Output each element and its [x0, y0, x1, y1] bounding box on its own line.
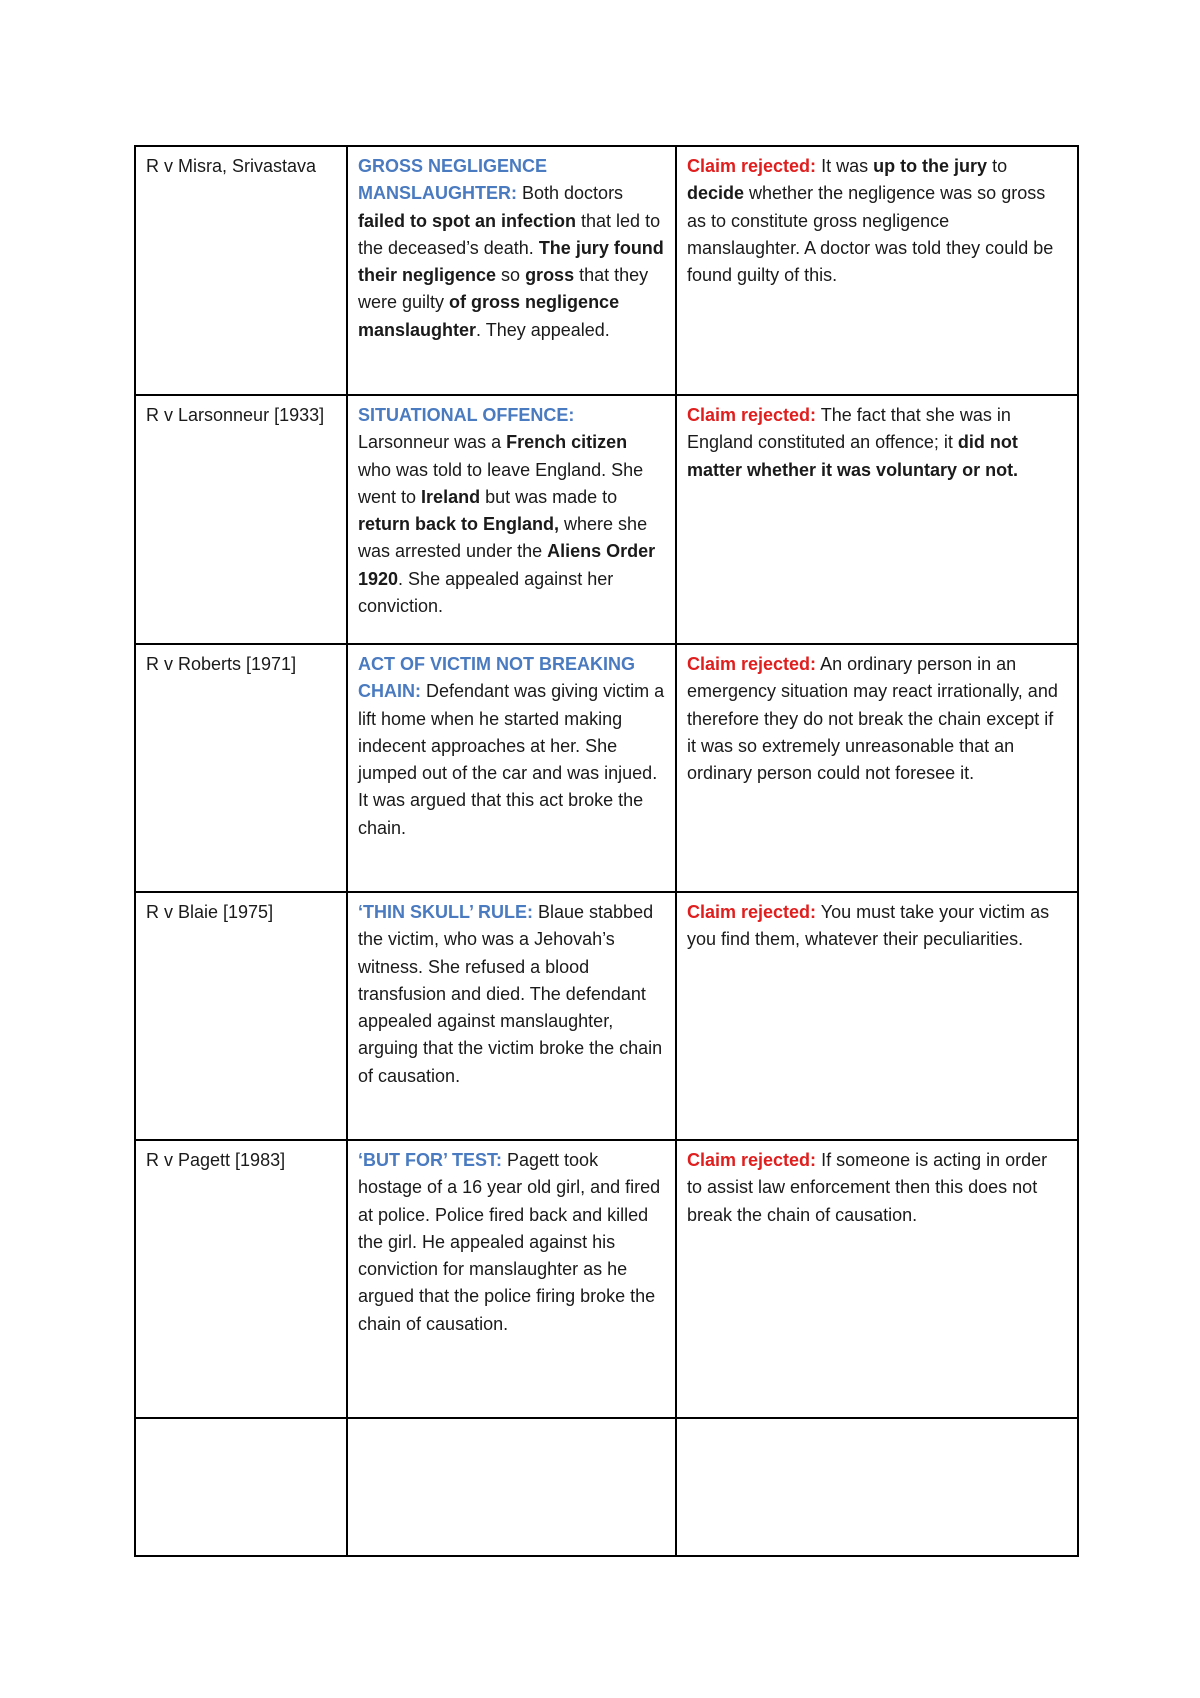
emphasis-text: did not matter whether it was voluntary or not.	[687, 432, 1019, 480]
decision-cell	[676, 1140, 1078, 1418]
table-row	[135, 1140, 1078, 1418]
case-name-cell: R v Pagett [1983]	[135, 1140, 347, 1418]
case-name-cell: R v Misra, Srivastava	[135, 146, 347, 395]
emphasis-text: Aliens Order 1920	[358, 541, 656, 589]
emphasis-text: gross	[525, 265, 575, 286]
facts-cell	[347, 644, 676, 892]
table-row	[135, 892, 1078, 1140]
case-name-cell	[135, 1418, 347, 1556]
facts-cell	[347, 395, 676, 644]
body-text: so	[496, 265, 526, 286]
emphasis-text: up to the jury	[873, 156, 988, 176]
verdict-label: Claim rejected:	[687, 902, 817, 922]
body-text: Defendant was giving victim a lift home when he started making indecent approaches at her. She jumped out of the car and was injued. It was argued that this act broke the chain.	[358, 681, 665, 838]
emphasis-text: The jury found their negligence	[358, 237, 664, 286]
emphasis-text: decide	[687, 183, 745, 204]
verdict-label: Claim rejected:	[687, 654, 817, 674]
decision-cell	[676, 1418, 1078, 1556]
legal-principle-label: SITUATIONAL OFFENCE:	[358, 405, 575, 425]
legal-principle-label: ‘BUT FOR’ TEST:	[358, 1150, 502, 1170]
verdict-label: Claim rejected:	[687, 156, 817, 176]
case-law-table	[134, 145, 1079, 1557]
decision-cell	[676, 146, 1078, 395]
body-text: Blaue stabbed the victim, who was a Jehovah’s witness. She refused a blood transfusion and died. The defendant appealed against manslaughter, arguing that the victim broke the chain of causation.	[358, 902, 663, 1086]
emphasis-text: return back to England,	[358, 514, 560, 535]
emphasis-text: failed to spot an infection	[358, 210, 577, 231]
legal-principle-label: GROSS NEGLIGENCE MANSLAUGHTER:	[358, 156, 548, 204]
case-name-cell: R v Larsonneur [1933]	[135, 395, 347, 644]
body-text: but was made to	[480, 486, 618, 507]
case-name-cell: R v Roberts [1971]	[135, 644, 347, 892]
empty-table-row	[135, 1418, 1078, 1556]
body-text: You must take your victim as you find them, whatever their peculiarities.	[687, 902, 1050, 950]
body-text: If someone is acting in order to assist law enforcement then this does not break the chain of causation.	[687, 1150, 1048, 1225]
facts-cell	[347, 1418, 676, 1556]
body-text: where she was arrested under the	[358, 514, 648, 562]
verdict-label: Claim rejected:	[687, 1150, 817, 1170]
legal-principle-label: ‘THIN SKULL’ RULE:	[358, 902, 533, 922]
body-text: whether the negligence was so gross as to constitute gross negligence manslaughter. A doctor was told they could be found guilty of this.	[687, 183, 1054, 286]
body-text: An ordinary person in an emergency situation may react irrationally, and therefore they do not break the chain except if it was so extremely unreasonable that an ordinary person could not foresee it.	[687, 654, 1058, 784]
decision-cell	[676, 892, 1078, 1140]
emphasis-text: French citizen	[506, 432, 628, 453]
table-row	[135, 395, 1078, 644]
body-text: that they were guilty	[358, 265, 649, 313]
case-name-cell: R v Blaie [1975]	[135, 892, 347, 1140]
facts-cell	[347, 892, 676, 1140]
body-text: to	[987, 156, 1008, 176]
body-text: Pagett took hostage of a 16 year old girl, and fired at police. Police fired back and killed the girl. He appealed against his conviction for manslaughter as he argued that the police firing broke the chain of causation.	[358, 1150, 661, 1334]
emphasis-text: Ireland	[421, 486, 481, 507]
emphasis-text: of gross negligence manslaughter	[358, 292, 620, 340]
body-text: The fact that she was in England constituted an offence; it	[687, 405, 1011, 453]
decision-cell	[676, 395, 1078, 644]
verdict-label: Claim rejected:	[687, 405, 817, 425]
body-text: . They appealed.	[476, 319, 610, 340]
facts-cell	[347, 146, 676, 395]
table-row	[135, 644, 1078, 892]
decision-cell	[676, 644, 1078, 892]
body-text: Both doctors	[517, 183, 624, 204]
legal-principle-label: ACT OF VICTIM NOT BREAKING CHAIN:	[358, 654, 635, 702]
body-text: who was told to leave England. She went to	[358, 459, 644, 507]
body-text: It was	[816, 156, 874, 176]
facts-cell	[347, 1140, 676, 1418]
table-row	[135, 146, 1078, 395]
body-text: Larsonneur was a	[358, 432, 507, 453]
body-text: . She appealed against her conviction.	[358, 568, 614, 617]
body-text: that led to the deceased’s death.	[358, 210, 661, 258]
